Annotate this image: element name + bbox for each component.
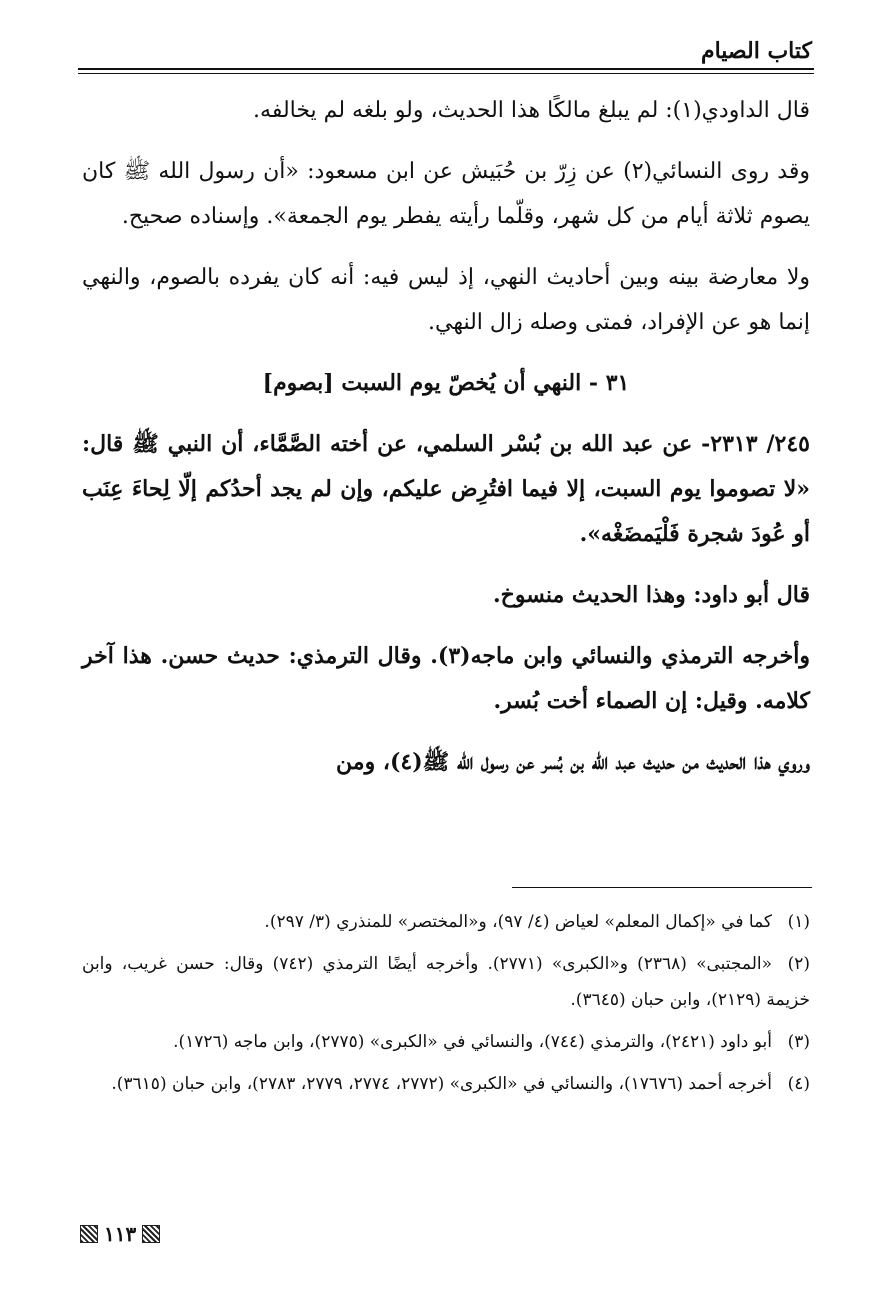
paragraph-1: قال الداودي(١): لم يبلغ مالكًا هذا الحديث، ولو بلغه لم يخالفه.: [253, 98, 810, 123]
paragraph-abu-dawud: قال أبو داود: وهذا الحديث منسوخ.: [492, 582, 810, 608]
ornament-icon: [80, 1225, 98, 1243]
footnote-4: [82, 1066, 810, 1102]
chapter-heading: ٣١ - النهي أن يُخصّ يوم السبت [بصوم]: [262, 370, 630, 396]
header-rule-thick: [78, 68, 814, 70]
paragraph-2: وقد روى النسائي(٢) عن زِرّ بن حُبَيش عن ابن مسعود: «أن رسول الله ﷺ كان يصوم ثلاثة أيام من كل شهر، وقلّما رأيته يفطر يوم الجمعة». وإسناده صحيح.: [82, 159, 810, 229]
footnote-2: [82, 946, 810, 1018]
paragraph-takhrij: وأخرجه الترمذي والنسائي وابن ماجه(٣). وقال الترمذي: حديث حسن. هذا آخر كلامه. وقيل: إن الصماء أخت بُسر.: [82, 643, 810, 714]
page-number: ١١٣: [104, 1222, 137, 1246]
footnote-number: (١): [787, 912, 810, 932]
footnote-3: [82, 1024, 810, 1060]
footnote-1: [82, 904, 810, 940]
footnote-separator: [512, 887, 812, 888]
footnotes: [82, 904, 810, 1108]
paragraph-3: ولا معارضة بينه وبين أحاديث النهي، إذ ليس فيه: أنه كان يفرده بالصوم، والنهي إنما هو عن الإفراد، فمتى وصله زال النهي.: [82, 265, 810, 335]
header-rule-thin: [78, 73, 814, 74]
footnote-text: «المجتبى» (٢٣٦٨) و«الكبرى» (٢٧٧١). وأخرجه أيضًا الترمذي (٧٤٢) وقال: حسن غريب، وابن خزيمة (٢١٢٩)، وابن حبان (٣٦٤٥).: [82, 954, 810, 1010]
running-header-title: كتاب الصيام: [700, 38, 812, 64]
footnote-text: كما في «إكمال المعلم» لعياض (٤/ ٩٧)، و«المختصر» للمنذري (٣/ ٢٩٧).: [264, 912, 772, 932]
paragraph-riwaya: وروي هذا الحديث من حديث عبد الله بن بُسر عن رسول الله ﷺ(٤)، ومن: [336, 749, 810, 775]
footnote-text: أبو داود (٢٤٢١)، والترمذي (٧٤٤)، والنسائي في «الكبرى» (٢٧٧٥)، وابن ماجه (١٧٢٦).: [173, 1032, 772, 1052]
footnote-number: (٢): [787, 954, 811, 974]
page-number-block: [80, 1222, 160, 1246]
main-text: [82, 88, 810, 801]
hadith-text: ٢٤٥/ ٢٣١٣- عن عبد الله بن بُسْر السلمي، عن أخته الصَّمَّاء، أن النبي ﷺ قال: «لا تصوموا يوم السبت، إلا فيما افتُرِض عليكم، وإن لم يجد أحدُكم إلّا لِحاءَ عِنَب أو عُودَ شجرة فَلْيَمضَغْه».: [82, 431, 810, 547]
footnote-number: (٤): [787, 1074, 810, 1094]
footnote-number: (٣): [787, 1032, 810, 1052]
ornament-icon: [142, 1225, 160, 1243]
footnote-text: أخرجه أحمد (١٧٦٧٦)، والنسائي في «الكبرى» (٢٧٧٢، ٢٧٧٤، ٢٧٧٩، ٢٧٨٣)، وابن حبان (٣٦١٥).: [111, 1074, 772, 1094]
